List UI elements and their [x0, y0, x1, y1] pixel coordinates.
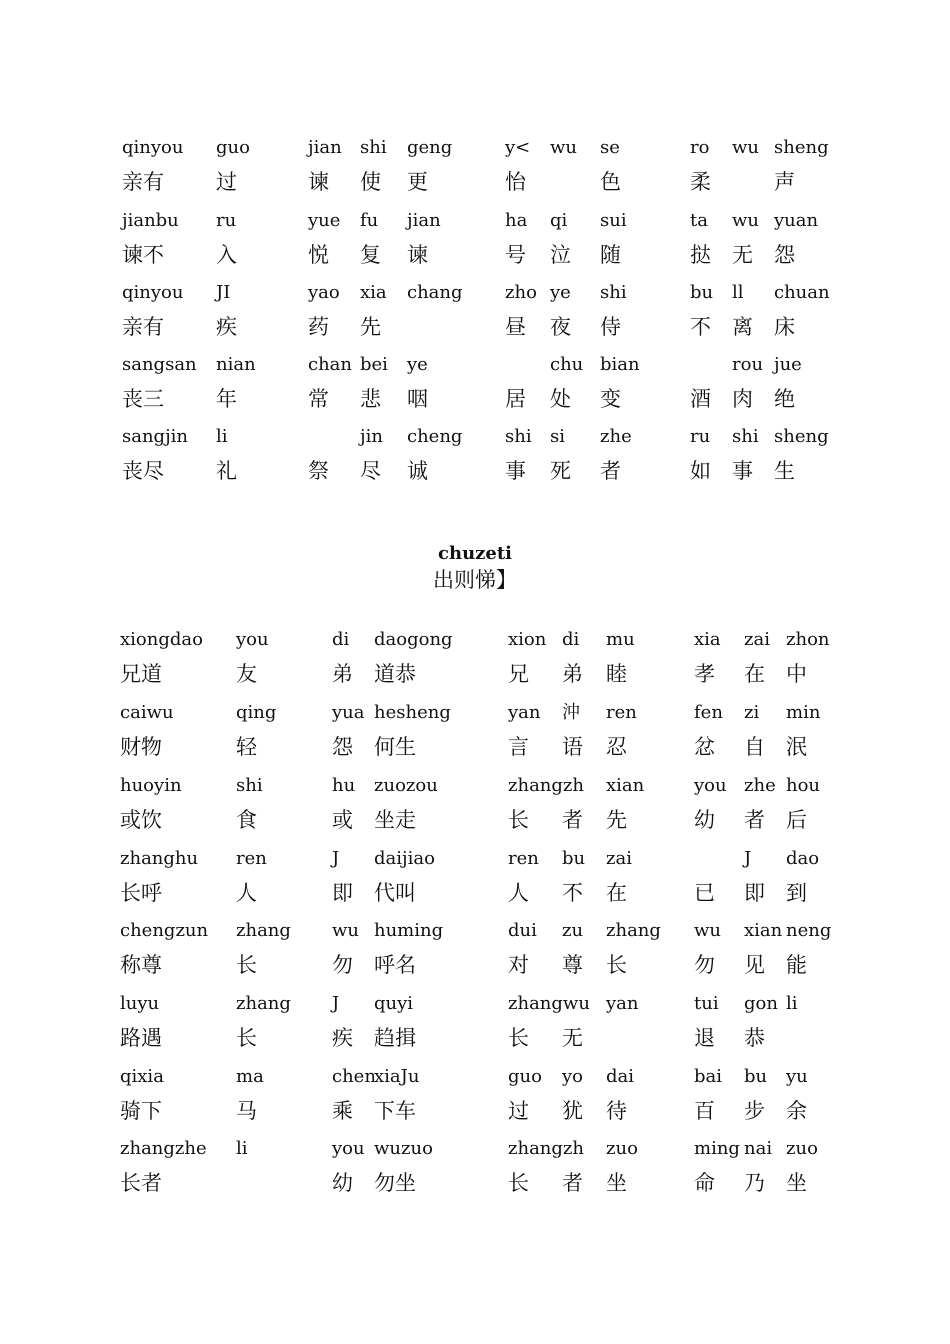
pinyin-text: yue [308, 210, 341, 231]
hanzi-text: 年 [216, 387, 237, 411]
hanzi-text: 先 [360, 315, 381, 339]
hanzi-text: 柔 [690, 170, 711, 194]
hanzi-text: 药 [308, 315, 329, 339]
hanzi-text: 对 [508, 953, 529, 977]
hanzi-text: 代叫 [374, 881, 416, 905]
hanzi-text: 恭 [744, 1026, 765, 1050]
pinyin-text: zuo [606, 1138, 638, 1159]
hanzi-text: 生 [774, 459, 795, 483]
pinyin-text: bian [600, 354, 640, 375]
hanzi-text: 长 [508, 1026, 529, 1050]
pinyin-text: quyi [374, 993, 414, 1014]
pinyin-text: wu [694, 920, 721, 941]
hanzi-text: 常 [308, 387, 329, 411]
pinyin-text: sui [600, 210, 627, 231]
pinyin-text: chang [407, 282, 463, 303]
pinyin-text: zuozou [374, 775, 438, 796]
hanzi-text: 长 [236, 953, 257, 977]
pinyin-text: ye [407, 354, 428, 375]
pinyin-text: ye [550, 282, 571, 303]
pinyin-text: di [562, 629, 580, 650]
pinyin-text: ren [236, 848, 267, 869]
pinyin-text: zho [505, 282, 537, 303]
hanzi-text: 不 [562, 881, 583, 905]
pinyin-text: ru [216, 210, 237, 231]
pinyin-text: di [332, 629, 350, 650]
pinyin-text: huming [374, 920, 444, 941]
pinyin-text: zai [606, 848, 632, 869]
hanzi-text: 中 [786, 662, 807, 686]
hanzi-text: 号 [505, 243, 526, 267]
hanzi-text: 退 [694, 1026, 715, 1050]
hanzi-text: 勿 [694, 953, 715, 977]
pinyin-text: hesheng [374, 702, 451, 723]
hanzi-text: 肉 [732, 387, 753, 411]
pinyin-text: mu [606, 629, 635, 650]
pinyin-text: shi [600, 282, 627, 303]
hanzi-text: 死 [550, 459, 571, 483]
hanzi-text: 无 [732, 243, 753, 267]
pinyin-text: geng [407, 137, 453, 158]
hanzi-text: 幼 [332, 1171, 353, 1195]
pinyin-text: zuo [786, 1138, 818, 1159]
hanzi-text: 坐走 [374, 808, 416, 832]
pinyin-text: hu [332, 775, 356, 796]
hanzi-text: 百 [694, 1099, 715, 1123]
hanzi-text: 或饮 [120, 808, 162, 832]
hanzi-text: 勿坐 [374, 1171, 416, 1195]
pinyin-text: you [694, 775, 727, 796]
hanzi-text: 兄道 [120, 662, 162, 686]
hanzi-text: 泣 [550, 243, 571, 267]
pinyin-text: bei [360, 354, 388, 375]
hanzi-text: 弟 [332, 662, 353, 686]
hanzi-text: 骑下 [120, 1099, 162, 1123]
pinyin-text: yo [562, 1066, 584, 1087]
pinyin-text: JI [216, 282, 231, 303]
hanzi-text: 财物 [120, 735, 162, 759]
hanzi-text: 床 [774, 315, 795, 339]
hanzi-text: 乘 [332, 1099, 353, 1123]
pinyin-text: dui [508, 920, 537, 941]
hanzi-text: 轻 [236, 735, 257, 759]
pinyin-text: zhangwu [508, 993, 590, 1014]
pinyin-text: hou [786, 775, 821, 796]
hanzi-text: 者 [744, 808, 765, 832]
pinyin-text: jin [360, 426, 383, 447]
hanzi-text: 礼 [216, 459, 237, 483]
pinyin-text: tui [694, 993, 719, 1014]
pinyin-text: zai [744, 629, 770, 650]
pinyin-text: se [600, 137, 620, 158]
pinyin-text: qi [550, 210, 568, 231]
hanzi-text: 绝 [774, 387, 795, 411]
hanzi-text: 亲有 [122, 315, 164, 339]
hanzi-text: 长者 [120, 1171, 162, 1195]
pinyin-text: xian [744, 920, 783, 941]
hanzi-text: 变 [600, 387, 621, 411]
pinyin-text: caiwu [120, 702, 174, 723]
pinyin-text: nian [216, 354, 256, 375]
pinyin-text: zhangzh [508, 1138, 584, 1159]
hanzi-text: 复 [360, 243, 381, 267]
pinyin-text: xiaJu [374, 1066, 420, 1087]
pinyin-text: ma [236, 1066, 264, 1087]
hanzi-text: 诚 [407, 459, 428, 483]
hanzi-text: 趋揖 [374, 1026, 416, 1050]
pinyin-text: chan [308, 354, 352, 375]
hanzi-text: 或 [332, 808, 353, 832]
hanzi-text: 过 [508, 1099, 529, 1123]
hanzi-text: 不 [690, 315, 711, 339]
hanzi-text: 在 [744, 662, 765, 686]
pinyin-text: zhanghu [120, 848, 199, 869]
hanzi-text: 怨 [332, 735, 353, 759]
hanzi-text: 勿 [332, 953, 353, 977]
hanzi-text: 言 [508, 735, 529, 759]
pinyin-text: jue [774, 354, 802, 375]
pinyin-text: guo [508, 1066, 542, 1087]
hanzi-text: 者 [600, 459, 621, 483]
hanzi-text: 挞 [690, 243, 711, 267]
hanzi-text: 道恭 [374, 662, 416, 686]
pinyin-text: ming [694, 1138, 740, 1159]
pinyin-text: chu [550, 354, 584, 375]
pinyin-text: shi [732, 426, 759, 447]
hanzi-text: 马 [236, 1099, 257, 1123]
hanzi-text: 坐 [786, 1171, 807, 1195]
pinyin-text: yan [508, 702, 541, 723]
hanzi-text: 事 [505, 459, 526, 483]
hanzi-text: 长 [508, 808, 529, 832]
heading-hanzi: 出则悌】 [433, 568, 517, 592]
pinyin-text: ren [606, 702, 637, 723]
hanzi-text: 在 [606, 881, 627, 905]
pinyin-text: guo [216, 137, 250, 158]
hanzi-text: 忍 [606, 735, 627, 759]
hanzi-text: 人 [508, 881, 529, 905]
hanzi-text: 即 [332, 881, 353, 905]
hanzi-text: 坐 [606, 1171, 627, 1195]
hanzi-text: 侍 [600, 315, 621, 339]
hanzi-text: 弟 [562, 662, 583, 686]
hanzi-text: 怡 [505, 170, 526, 194]
hanzi-text: 路遇 [120, 1026, 162, 1050]
pinyin-text: zhangzh [508, 775, 584, 796]
hanzi-text: 命 [694, 1171, 715, 1195]
pinyin-text: huoyin [120, 775, 182, 796]
hanzi-text: 长 [236, 1026, 257, 1050]
pinyin-text: dai [606, 1066, 635, 1087]
pinyin-text: daijiao [374, 848, 435, 869]
hanzi-text: 步 [744, 1099, 765, 1123]
pinyin-text: zi [744, 702, 760, 723]
hanzi-text: 忿 [694, 735, 715, 759]
pinyin-text: min [786, 702, 821, 723]
pinyin-text: qing [236, 702, 277, 723]
hanzi-text: 人 [236, 881, 257, 905]
pinyin-text: chen [332, 1066, 376, 1087]
hanzi-text: 孝 [694, 662, 715, 686]
hanzi-text: 更 [407, 170, 428, 194]
hanzi-text: 悦 [308, 243, 329, 267]
hanzi-text: 已 [694, 881, 715, 905]
pinyin-text: bu [562, 848, 586, 869]
hanzi-text: 见 [744, 953, 765, 977]
hanzi-text: 兄 [508, 662, 529, 686]
pinyin-text: zhang [236, 993, 291, 1014]
pinyin-text: shi [360, 137, 387, 158]
hanzi-text: 使 [360, 170, 381, 194]
hanzi-text: 长 [508, 1171, 529, 1195]
hanzi-text: 犹 [562, 1099, 583, 1123]
pinyin-text: zhe [744, 775, 776, 796]
pinyin-text: J [332, 848, 340, 869]
hanzi-text: 祭 [308, 459, 329, 483]
pinyin-text: xiongdao [120, 629, 203, 650]
pinyin-text: yao [308, 282, 340, 303]
pinyin-text: luyu [120, 993, 160, 1014]
hanzi-text: 谏不 [122, 243, 164, 267]
pinyin-text: wu [550, 137, 577, 158]
hanzi-text: 尽 [360, 459, 381, 483]
pinyin-text: zu [562, 920, 584, 941]
pinyin-text: zhon [786, 629, 830, 650]
hanzi-text: 无 [562, 1026, 583, 1050]
hanzi-text: 咽 [407, 387, 428, 411]
pinyin-text: jian [407, 210, 441, 231]
hanzi-text: 丧尽 [122, 459, 164, 483]
pinyin-text: yua [332, 702, 365, 723]
pinyin-text: ru [690, 426, 711, 447]
hanzi-text: 乃 [744, 1171, 765, 1195]
hanzi-text: 友 [236, 662, 257, 686]
pinyin-text: you [332, 1138, 365, 1159]
hanzi-text: 丧三 [122, 387, 164, 411]
pinyin-text: J [744, 848, 752, 869]
pinyin-text: ren [508, 848, 539, 869]
pinyin-text: xia [694, 629, 721, 650]
hanzi-text: 居 [505, 387, 526, 411]
hanzi-text: 谏 [407, 243, 428, 267]
hanzi-text: 尊 [562, 953, 583, 977]
pinyin-text: yuan [774, 210, 819, 231]
hanzi-text: 声 [774, 170, 795, 194]
pinyin-text: bai [694, 1066, 723, 1087]
pinyin-text: ll [732, 282, 744, 303]
hanzi-text: 能 [786, 953, 807, 977]
hanzi-text: 先 [606, 808, 627, 832]
pinyin-text: xian [606, 775, 645, 796]
pinyin-text: y< [505, 137, 531, 158]
hanzi-text: 处 [550, 387, 571, 411]
pinyin-text: jian [308, 137, 342, 158]
pinyin-text: daogong [374, 629, 453, 650]
pinyin-text: li [236, 1138, 248, 1159]
hanzi-text: 夜 [550, 315, 571, 339]
hanzi-text: 余 [786, 1099, 807, 1123]
hanzi-text: 酒 [690, 387, 711, 411]
pinyin-text: jianbu [122, 210, 179, 231]
pinyin-text: dao [786, 848, 820, 869]
hanzi-text: 称尊 [120, 953, 162, 977]
pinyin-text: wu [732, 137, 759, 158]
pinyin-text: gon [744, 993, 778, 1014]
pinyin-text: wu [732, 210, 759, 231]
pinyin-text: fu [360, 210, 379, 231]
pinyin-text: zhang [236, 920, 291, 941]
hanzi-text: 谏 [308, 170, 329, 194]
pinyin-text: bu [744, 1066, 768, 1087]
pinyin-text: sangjin [122, 426, 189, 447]
hanzi-text: 幼 [694, 808, 715, 832]
pinyin-text: li [216, 426, 228, 447]
pinyin-text: shi [505, 426, 532, 447]
pinyin-text: qinyou [122, 137, 184, 158]
hanzi-text: 呼名 [374, 953, 416, 977]
hanzi-text: 睦 [606, 662, 627, 686]
hanzi-text: 后 [786, 808, 807, 832]
pinyin-text: sangsan [122, 354, 197, 375]
hanzi-text: 色 [600, 170, 621, 194]
pinyin-text: wu [332, 920, 359, 941]
pinyin-text: wuzuo [374, 1138, 433, 1159]
hanzi-text: 自 [744, 735, 765, 759]
pinyin-text: qixia [120, 1066, 164, 1087]
pinyin-text: ha [505, 210, 528, 231]
hanzi-text: 何生 [374, 735, 416, 759]
pinyin-text: xia [360, 282, 387, 303]
pinyin-text: bu [690, 282, 714, 303]
pinyin-text: zhang [606, 920, 661, 941]
hanzi-text: 即 [744, 881, 765, 905]
pinyin-text: shi [236, 775, 263, 796]
pinyin-text: nai [744, 1138, 773, 1159]
pinyin-text: zhangzhe [120, 1138, 207, 1159]
hanzi-text: 过 [216, 170, 237, 194]
pinyin-text: J [332, 993, 340, 1014]
hanzi-text: 疾 [332, 1026, 353, 1050]
pinyin-text: neng [786, 920, 832, 941]
pinyin-text: yu [786, 1066, 808, 1087]
pinyin-text: chengzun [120, 920, 209, 941]
hanzi-text: 泯 [786, 735, 807, 759]
pinyin-text: yan [606, 993, 639, 1014]
pinyin-text: ro [690, 137, 710, 158]
hanzi-text: 疾 [216, 315, 237, 339]
hanzi-text: 亲有 [122, 170, 164, 194]
pinyin-text: sheng [774, 137, 829, 158]
hanzi-text: 到 [786, 881, 807, 905]
hanzi-text: 下车 [374, 1099, 416, 1123]
hanzi-text: 长呼 [120, 881, 162, 905]
pinyin-text: sheng [774, 426, 829, 447]
pinyin-text: xion [508, 629, 547, 650]
hanzi-text: 随 [600, 243, 621, 267]
pinyin-text: fen [694, 702, 723, 723]
pinyin-text: rou [732, 354, 764, 375]
hanzi-text: 者 [562, 808, 583, 832]
pinyin-text: cheng [407, 426, 463, 447]
hanzi-text: 如 [690, 459, 711, 483]
hanzi-text: 事 [732, 459, 753, 483]
hanzi-text: 离 [732, 315, 753, 339]
pinyin-text: qinyou [122, 282, 184, 303]
hanzi-text: 长 [606, 953, 627, 977]
hanzi-text: 待 [606, 1099, 627, 1123]
pinyin-text: chuan [774, 282, 830, 303]
hanzi-text: 怨 [774, 243, 795, 267]
pinyin-text: si [550, 426, 565, 447]
hanzi-text: 食 [236, 808, 257, 832]
pinyin-text: 沖 [562, 702, 580, 723]
hanzi-text: 者 [562, 1171, 583, 1195]
hanzi-text: 昼 [505, 315, 526, 339]
pinyin-text: you [236, 629, 269, 650]
hanzi-text: 语 [562, 735, 583, 759]
heading-pinyin: chuzeti [438, 543, 512, 564]
pinyin-text: li [786, 993, 798, 1014]
hanzi-text: 悲 [360, 387, 381, 411]
hanzi-text: 入 [216, 243, 237, 267]
pinyin-text: zhe [600, 426, 632, 447]
pinyin-text: ta [690, 210, 708, 231]
